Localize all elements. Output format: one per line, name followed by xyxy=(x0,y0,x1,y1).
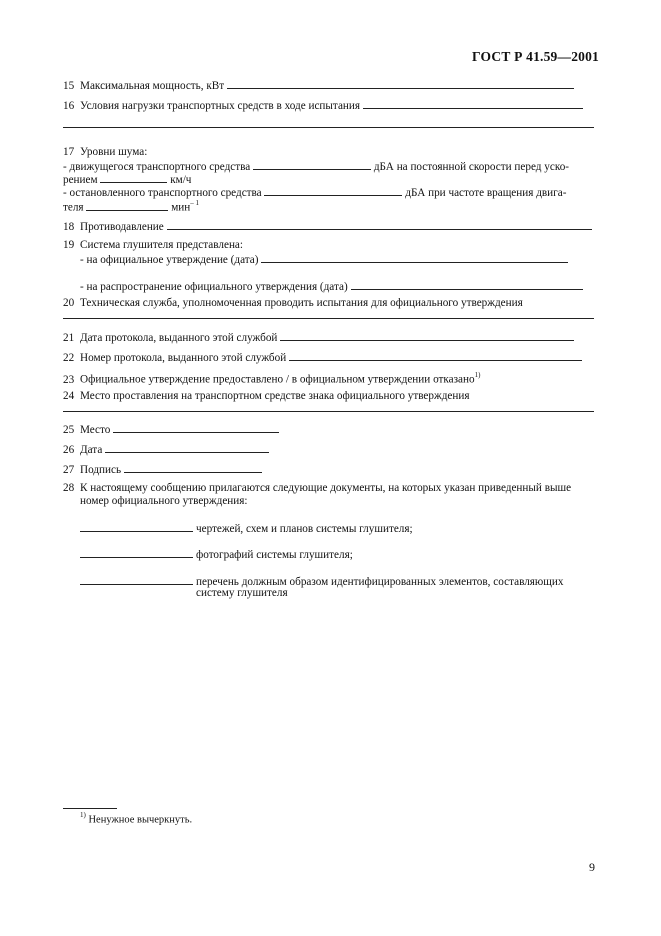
technical-service-field[interactable] xyxy=(63,318,594,319)
page-number: 9 xyxy=(589,860,595,874)
item-label: Уровни шума: xyxy=(80,146,148,158)
attachment-drawings xyxy=(80,521,413,536)
load-conditions-field[interactable] xyxy=(363,98,583,109)
item-21 xyxy=(63,330,574,345)
noise-stationary-cont: теля xyxy=(63,201,84,214)
drawings-count-field[interactable] xyxy=(80,521,193,532)
item-number: 24 xyxy=(63,390,75,402)
item-number: 27 xyxy=(63,464,75,476)
extension-date-field[interactable] xyxy=(351,279,583,290)
item-label: Противодавление xyxy=(80,221,164,233)
item-number: 26 xyxy=(63,444,75,456)
rpm-unit: мин xyxy=(171,201,191,214)
rpm-field[interactable] xyxy=(86,200,168,211)
item-label: Дата xyxy=(80,444,103,456)
item-15 xyxy=(63,78,574,93)
item-28 xyxy=(63,482,571,495)
noise-moving-dba-field[interactable] xyxy=(253,159,371,170)
item-number: 25 xyxy=(63,424,75,436)
item-number: 23 xyxy=(63,373,75,386)
footnote-text: Ненужное вычеркнуть. xyxy=(88,814,193,826)
load-conditions-continuation-line[interactable] xyxy=(63,127,594,128)
item-number: 19 xyxy=(63,239,75,251)
speed-field[interactable] xyxy=(100,172,167,183)
item-label: Официальное утверждение предоставлено / в официальном утверждении отказано xyxy=(80,373,475,386)
noise-stationary-dba-field[interactable] xyxy=(264,185,402,196)
item-number: 15 xyxy=(63,80,75,92)
approval-date-field[interactable] xyxy=(261,252,568,263)
item-23 xyxy=(63,370,480,387)
item-17-title xyxy=(63,146,147,159)
item-number: 22 xyxy=(63,352,75,364)
noise-stationary-unit: дБА при частоте вращения двига- xyxy=(405,187,567,199)
attachment-label: чертежей, схем и планов системы глушителя; xyxy=(196,523,413,535)
attachment-label: фотографий системы глушителя; xyxy=(196,549,353,561)
item-label: Подпись xyxy=(80,464,122,476)
item-26 xyxy=(63,442,269,457)
components-count-field[interactable] xyxy=(80,574,193,585)
date-field[interactable] xyxy=(105,442,269,453)
submitted-approval-line xyxy=(63,252,568,267)
item-18 xyxy=(63,219,592,234)
item-label: Место xyxy=(80,424,111,436)
back-pressure-field[interactable] xyxy=(167,219,592,230)
attachment-components-list-cont xyxy=(196,587,288,600)
item-27 xyxy=(63,462,262,477)
item-label: Номер протокола, выданного этой службой xyxy=(80,352,287,364)
item-label: Дата протокола, выданного этой службой xyxy=(80,332,278,344)
submitted-extension-label: - на распространение официального утверждения (дата) xyxy=(80,281,348,293)
item-label: Место проставления на транспортном средстве знака официального утверждения xyxy=(80,390,470,402)
footnote xyxy=(80,812,192,826)
item-number: 16 xyxy=(63,100,75,112)
report-date-field[interactable] xyxy=(280,330,574,341)
item-number: 21 xyxy=(63,332,75,344)
item-label-cont: номер официального утверждения: xyxy=(80,495,248,507)
photos-count-field[interactable] xyxy=(80,547,193,558)
noise-moving-label: - движущегося транспортного средства xyxy=(63,161,251,173)
rpm-unit-exponent: – 1 xyxy=(190,199,199,207)
mark-location-field[interactable] xyxy=(63,411,594,412)
attachment-photos xyxy=(80,547,353,562)
attachment-label-cont: систему глушителя xyxy=(196,587,288,599)
item-number: 28 xyxy=(63,482,75,494)
item-22 xyxy=(63,350,582,365)
submitted-approval-label: - на официальное утверждение (дата) xyxy=(80,254,259,266)
signature-field[interactable] xyxy=(124,462,262,473)
item-19-title xyxy=(63,239,243,252)
footnote-ref: 1) xyxy=(474,371,481,379)
item-number: 18 xyxy=(63,221,75,233)
speed-unit: км/ч xyxy=(170,174,192,186)
place-field[interactable] xyxy=(113,422,279,433)
item-16 xyxy=(63,98,583,113)
item-28-line2 xyxy=(63,495,248,508)
noise-stationary-rpm-line xyxy=(63,198,199,215)
item-label: Условия нагрузки транспортных средств в ходе испытания xyxy=(80,100,361,112)
footnote-mark: 1) xyxy=(80,811,86,819)
item-20 xyxy=(63,297,523,310)
item-24 xyxy=(63,390,470,403)
attachment-components-list xyxy=(80,574,564,589)
item-label: Техническая служба, уполномоченная проводить испытания для официального утверждения xyxy=(80,297,523,309)
submitted-extension-line xyxy=(63,279,583,294)
max-power-field[interactable] xyxy=(227,78,574,89)
noise-stationary-label: - остановленного транспортного средства xyxy=(63,187,262,199)
noise-moving-cont: рением xyxy=(63,174,98,186)
item-label: Максимальная мощность, кВт xyxy=(80,80,225,92)
item-number: 17 xyxy=(63,146,75,158)
noise-moving-unit: дБА на постоянной скорости перед уско- xyxy=(373,161,570,173)
standard-header: ГОСТ Р 41.59—2001 xyxy=(472,49,599,64)
item-label: Система глушителя представлена: xyxy=(80,239,244,251)
footnote-separator xyxy=(63,808,117,809)
item-label: К настоящему сообщению прилагаются следующие документы, на которых указан приведенный выше xyxy=(80,482,572,494)
attachment-label: перечень должным образом идентифицированных элементов, составляющих xyxy=(196,576,564,588)
item-25 xyxy=(63,422,279,437)
item-number: 20 xyxy=(63,297,75,309)
report-number-field[interactable] xyxy=(289,350,582,361)
